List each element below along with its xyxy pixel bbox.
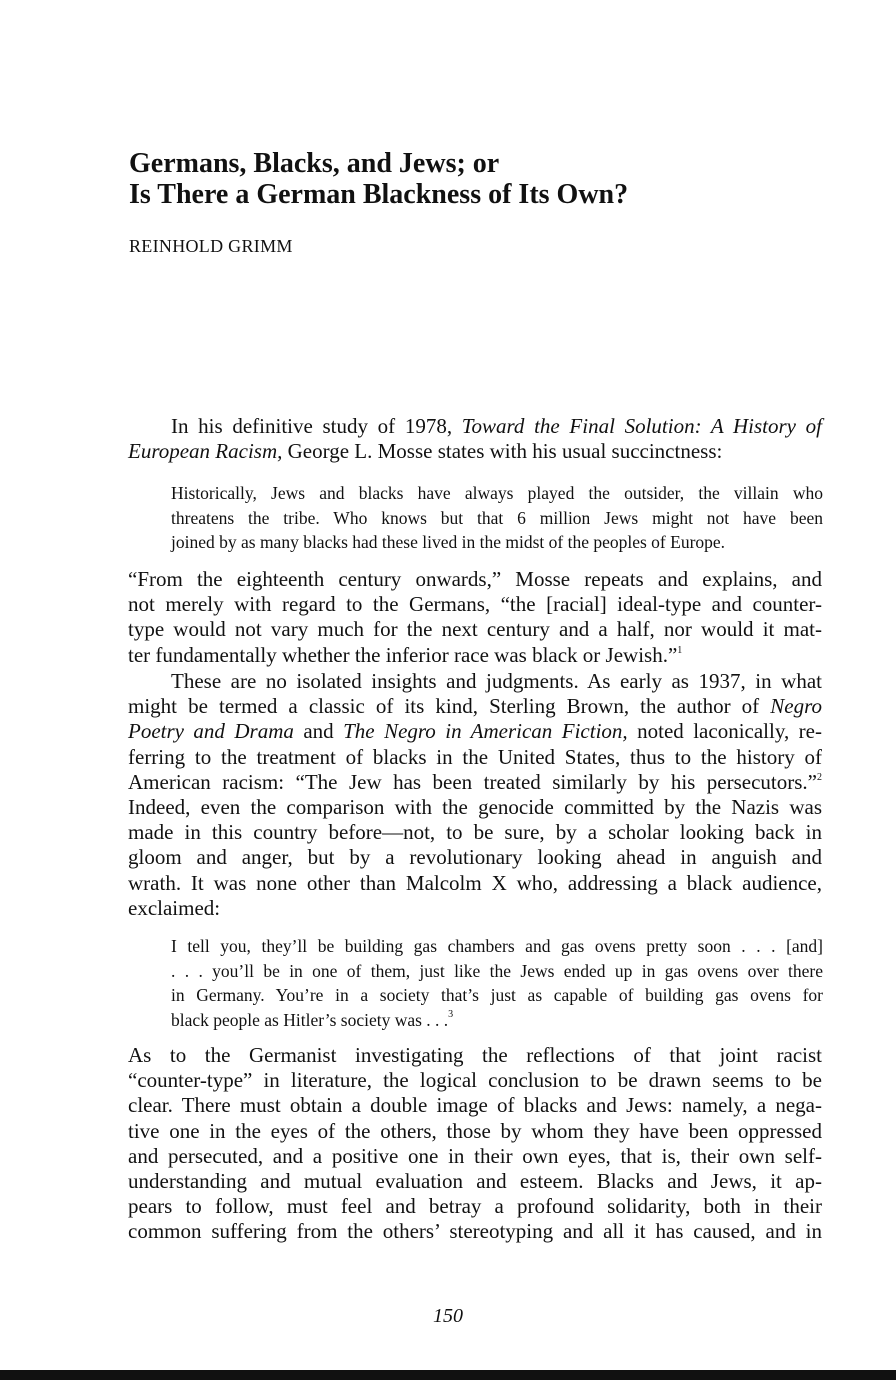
- block-quote-1-line: Historically, Jews and blacks have always played the outsider, the villain who: [171, 483, 823, 503]
- paragraph-1: [128, 414, 822, 464]
- paragraph-line: clear. There must obtain a double image of blacks and Jews: namely, a nega-: [128, 1093, 822, 1118]
- block-quote-2: [171, 934, 823, 1032]
- page-bottom-edge: [0, 1370, 896, 1380]
- paragraph-line: wrath. It was none other than Malcolm X who, addressing a black audience,: [128, 870, 822, 895]
- paragraph-line: common suffering from the others’ stereotyping and all it has caused, and in: [128, 1219, 822, 1244]
- block-quote-2-line: in Germany. You’re in a society that’s just as capable of building gas ovens for: [171, 985, 823, 1005]
- article-title: [129, 148, 829, 210]
- paragraph-1-line-2: European Racism, George L. Mosse states with his usual succinctness:: [128, 439, 723, 464]
- block-quote-1-line: joined by as many blacks had these lived in the midst of the peoples of Europe.: [171, 532, 726, 552]
- author-name: REINHOLD GRIMM: [129, 236, 293, 256]
- title-line-2: Is There a German Blackness of Its Own?: [129, 179, 629, 210]
- paragraph-line: ter fundamentally whether the inferior race was black or Jewish.”$^1$: [128, 642, 683, 667]
- footnote-marker: 2: [817, 771, 822, 783]
- paragraph-line: These are no isolated insights and judgments. As early as 1937, in what: [171, 669, 822, 693]
- block-quote-2-line: I tell you, they’ll be building gas chambers and gas ovens pretty soon . . . [and]: [171, 936, 823, 956]
- block-quote-2-line: black people as Hitler’s society was . . .$^3$: [171, 1008, 454, 1030]
- paragraph-line: made in this country before—not, to be sure, by a scholar looking back in: [128, 820, 822, 845]
- paragraph-line: ferring to the treatment of blacks in the United States, thus to the history of: [128, 744, 822, 769]
- paragraph-line: American racism: “The Jew has been treated similarly by his persecutors.”$^2$: [128, 769, 822, 794]
- block-quote-2-line: . . . you’ll be in one of them, just like the Jews ended up in gas ovens over there: [171, 960, 823, 981]
- block-quote-1: [171, 481, 823, 555]
- footnote-marker: 1: [677, 644, 683, 656]
- paragraph-3: [128, 669, 822, 921]
- paragraph-line: not merely with regard to the Germans, “the [racial] ideal-type and counter-: [128, 592, 822, 617]
- paragraph-1-line-1: In his definitive study of 1978, Toward the Final Solution: A History of: [171, 414, 822, 438]
- paragraph-line: pears to follow, must feel and betray a profound solidarity, both in their: [128, 1194, 822, 1219]
- page-number: 150: [433, 1305, 463, 1327]
- title-line-1: Germans, Blacks, and Jews; or: [129, 148, 500, 179]
- paragraph-line: As to the Germanist investigating the reflections of that joint racist: [128, 1043, 822, 1067]
- paragraph-line: exclaimed:: [128, 895, 221, 920]
- paragraph-4: [128, 1043, 822, 1245]
- paragraph-2: [128, 567, 822, 668]
- paragraph-line: gloom and anger, but by a revolutionary looking ahead in anguish and: [128, 845, 822, 870]
- paragraph-line: Poetry and Drama and The Negro in American Fiction, noted laconically, re-: [128, 719, 822, 744]
- paragraph-line: understanding and mutual evaluation and esteem. Blacks and Jews, it ap-: [128, 1169, 822, 1194]
- paragraph-line: and persecuted, and a positive one in their own eyes, that is, their own self-: [128, 1143, 822, 1168]
- paragraph-line: Indeed, even the comparison with the genocide committed by the Nazis was: [128, 795, 822, 820]
- block-quote-1-line: threatens the tribe. Who knows but that 6 million Jews might not have been: [171, 507, 823, 528]
- paragraph-line: “From the eighteenth century onwards,” Mosse repeats and explains, and: [128, 567, 822, 591]
- paragraph-line: type would not vary much for the next century and a half, nor would it mat-: [128, 617, 822, 642]
- footnote-marker: 3: [448, 1008, 454, 1020]
- paragraph-line: “counter-type” in literature, the logical conclusion to be drawn seems to be: [128, 1068, 822, 1093]
- paragraph-line: might be termed a classic of its kind, Sterling Brown, the author of Negro: [128, 694, 822, 719]
- paragraph-line: tive one in the eyes of the others, those by whom they have been oppressed: [128, 1118, 822, 1143]
